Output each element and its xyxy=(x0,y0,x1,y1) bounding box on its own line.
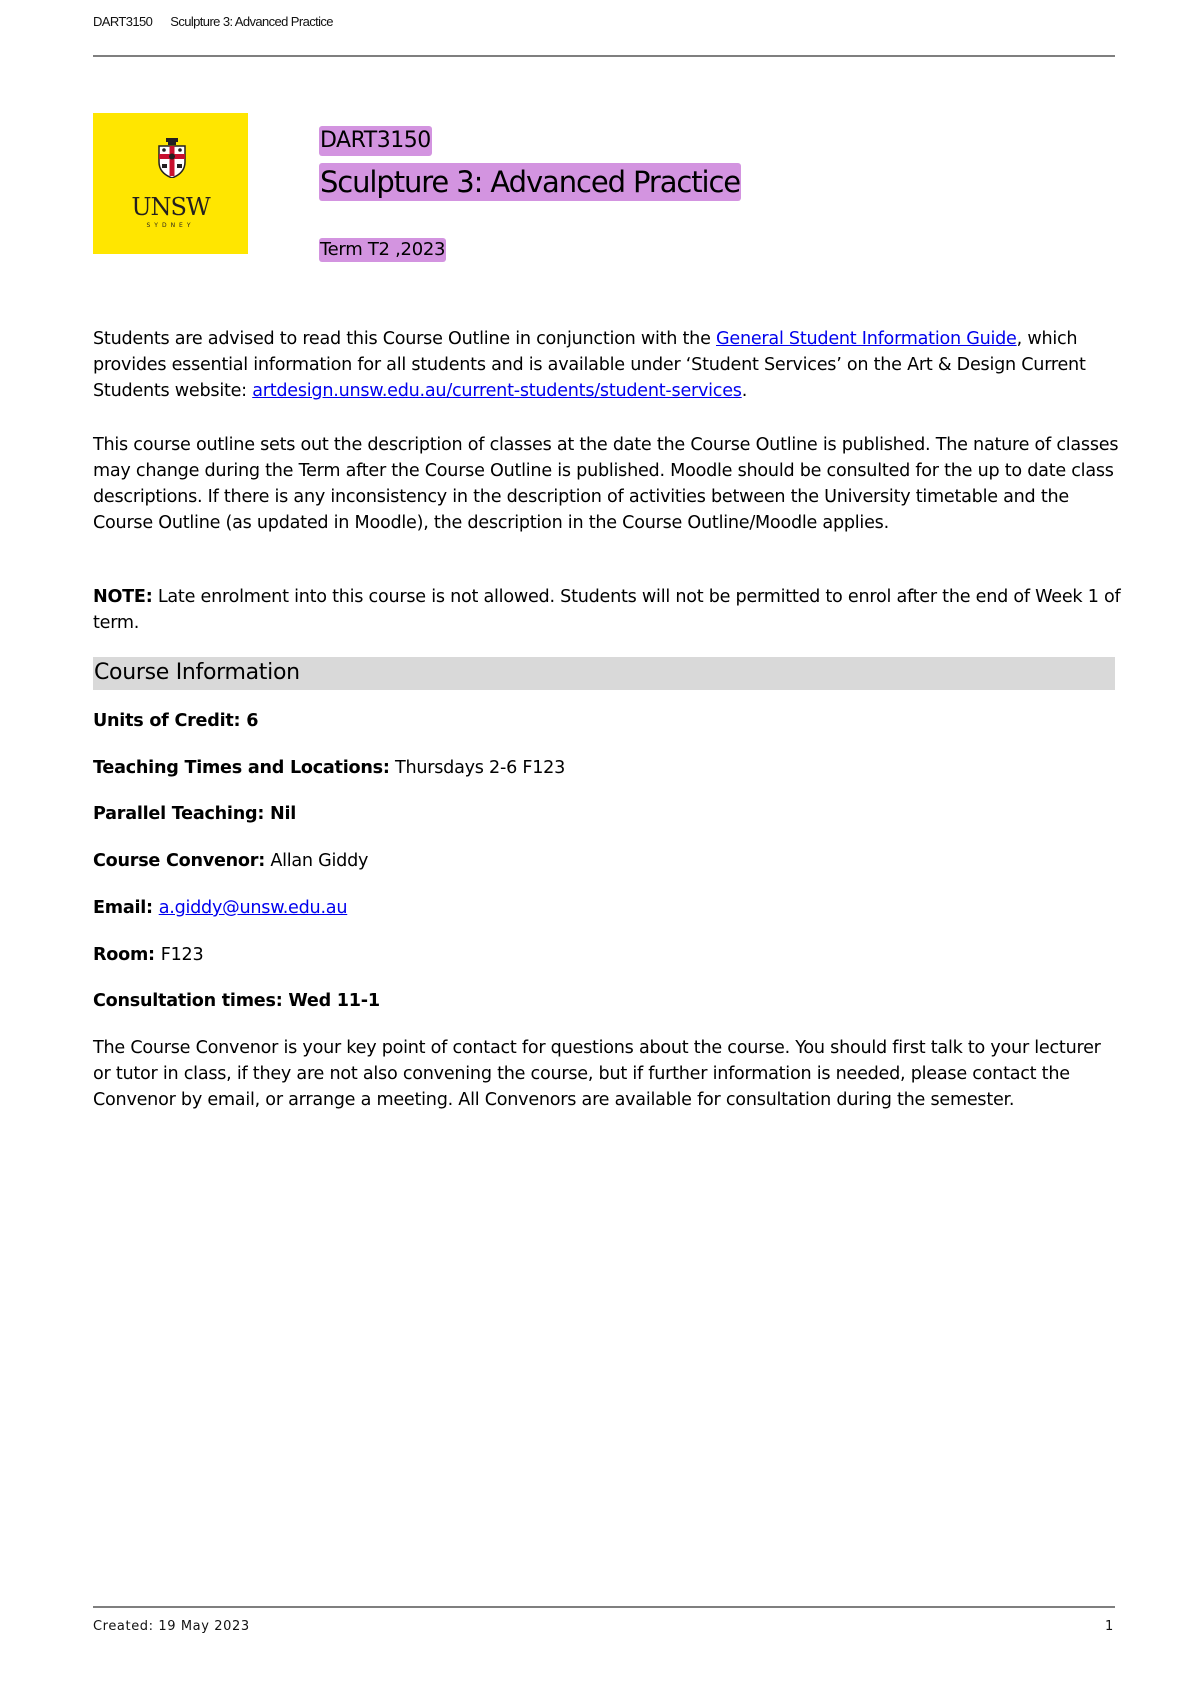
convenor-contact-paragraph: The Course Convenor is your key point of contact for questions about the course. You should first talk to your lecturer or tutor in class, if they are not also convening the course, but if further information is needed, please contact the Convenor by email, or arrange a meeting. All Convenors are available for consultation during the semester. xyxy=(93,1038,1101,1110)
created-date: Created: 19 May 2023 xyxy=(93,1619,250,1634)
note-label: NOTE: xyxy=(93,587,153,607)
consultation-times xyxy=(93,988,380,1014)
room-label: Room: xyxy=(93,945,161,965)
parallel-teaching xyxy=(93,801,296,827)
intro-text-middle: , which provides essential information for all students and is available under ‘Student Services’ on the Art & Design Current Students website: xyxy=(93,329,1086,401)
teaching-times xyxy=(93,755,565,781)
course-term: Term T2 ,2023 xyxy=(320,239,446,260)
unsw-logo xyxy=(93,113,248,254)
course-code: DART3150 xyxy=(319,126,432,156)
header-divider xyxy=(93,55,1115,57)
logo-subtext: SYDNEY xyxy=(146,222,195,229)
teaching-times-value: Thursdays 2-6 F123 xyxy=(389,758,566,778)
room xyxy=(93,942,203,968)
units-of-credit xyxy=(93,708,258,734)
convenor-label: Course Convenor: xyxy=(93,851,265,871)
parallel-teaching-label: Parallel Teaching: xyxy=(93,804,270,824)
header-course-title: Sculpture 3: Advanced Practice xyxy=(170,14,333,29)
running-header xyxy=(93,14,333,29)
units-value: 6 xyxy=(246,711,259,731)
consultation-value: Wed 11-1 xyxy=(288,991,380,1011)
logo-wordmark: UNSW xyxy=(131,193,210,221)
email-label: Email: xyxy=(93,898,159,918)
student-information-guide-link[interactable]: General Student Information Guide xyxy=(716,329,1017,349)
unsw-crest-icon xyxy=(157,138,187,178)
consultation-label: Consultation times: xyxy=(93,991,289,1011)
page-number: 1 xyxy=(1105,1619,1114,1634)
course-convenor xyxy=(93,848,368,874)
intro-text-start: Students are advised to read this Course Outline in conjunction with the xyxy=(93,329,711,349)
units-label: Units of Credit: xyxy=(93,711,247,731)
parallel-teaching-value: Nil xyxy=(269,804,297,824)
room-value: F123 xyxy=(160,945,204,965)
outline-notice-paragraph: This course outline sets out the description of classes at the date the Course Outline is published. The nature of classes may change during the Term after the Course Outline is published. Moodle should be consulted for the up to date class descriptions. If there is any inconsistency in the description of activities between the University timetable and the Course Outline (as updated in Moodle), the description in the Course Outline/Moodle applies. xyxy=(93,435,1119,533)
email-link[interactable]: a.giddy@unsw.edu.au xyxy=(158,898,348,918)
course-information-heading-bar xyxy=(93,657,1115,690)
course-title: Sculpture 3: Advanced Practice xyxy=(320,165,741,199)
convenor-email xyxy=(93,895,347,921)
convenor-name: Allan Giddy xyxy=(264,851,369,871)
enrolment-note xyxy=(93,584,1123,636)
note-text: Late enrolment into this course is not allowed. Students will not be permitted to enrol after the end of Week 1 of term. xyxy=(93,587,1121,633)
intro-paragraph xyxy=(93,326,1123,404)
teaching-times-label: Teaching Times and Locations: xyxy=(93,758,390,778)
course-information-heading: Course Information xyxy=(94,660,300,685)
intro-text-end: . xyxy=(741,381,748,401)
header-course-code: DART3150 xyxy=(93,14,153,29)
student-services-link[interactable]: artdesign.unsw.edu.au/current-students/student-services xyxy=(252,381,742,401)
footer-divider xyxy=(93,1606,1115,1608)
